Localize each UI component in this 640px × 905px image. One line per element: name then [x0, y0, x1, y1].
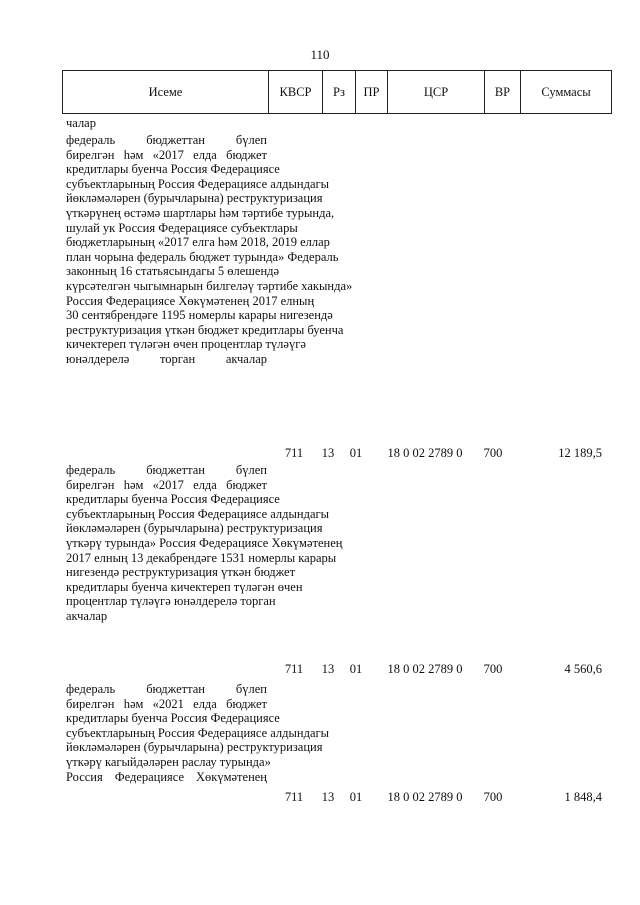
cell-sum: 1 848,4 [564, 790, 602, 804]
header-vr: ВР [484, 71, 520, 113]
cell-rz: 13 [321, 446, 335, 460]
cell-pr: 01 [349, 446, 363, 460]
header-kvsr: КВСР [268, 71, 322, 113]
row-name: федераль бюджеттан бүлеп бирелгән һәм «2017 елда бюджет кредитлары буенча Россия Федерациясе субъектларының Россия Федерациясе алдындагы йөкләмәләрен (бурычларына) реструктуризация үткәрүнең өстәмә шартлары һәм тәртибе турында, шулай ук Россия Федерациясе субъектлары бюджетларының «2017 елга һәм 2018, 2019 еллар план чорына федераль бюджет турында» Федераль законның 16 статьясындагы 5 өлешендә күрсәтелгән чыгымнарын билгеләү тәртибе хакында» Россия Федерациясе Хөкүмәтенең 2017 елның 30 сентябрендәге 1195 номерлы карары нигезендә реструктуризация үткән бюджет кредитлары буенча кичектереп түләгән өчен процентлар түләүгә юнәлдерелә торган акчалар [66, 133, 353, 366]
cell-sum: 12 189,5 [558, 446, 602, 460]
cell-csr: 18 0 02 2789 0 [387, 662, 463, 676]
header-rz: Рз [322, 71, 355, 113]
continuation-text: чалар [66, 116, 96, 130]
cell-kvsr: 711 [284, 662, 304, 676]
header-name: Исеме [148, 84, 183, 99]
cell-kvsr: 711 [284, 790, 304, 804]
cell-vr: 700 [483, 790, 503, 804]
cell-csr: 18 0 02 2789 0 [387, 446, 463, 460]
cell-sum: 4 560,6 [564, 662, 602, 676]
cell-pr: 01 [349, 662, 363, 676]
cell-vr: 700 [483, 446, 503, 460]
cell-csr: 18 0 02 2789 0 [387, 790, 463, 804]
cell-rz: 13 [321, 662, 335, 676]
row-name: федераль бюджеттан бүлеп бирелгән һәм «2017 елда бюджет кредитлары буенча Россия Федерациясе субъектларының Россия Федерациясе алдындагы йөкләмәләрен (бурычларына) реструктуризация үткәрү турында» Россия Федерациясе Хөкүмәтенең 2017 елның 13 декабрендәге 1531 номерлы карары нигезендә реструктуризация үткән бюджет кредитлары буенча кичектереп түләгән өчен процентлар түләүгә юнәлдерелә торган акчалар [66, 463, 343, 623]
row-name: федераль бюджеттан бүлеп бирелгән һәм «2021 елда бюджет кредитлары буенча Россия Федерациясе субъектларының Россия Федерациясе алдындагы йөкләмәләрен (бурычларына) реструктуризация үткәрү кагыйдәләрен раслау турында» Россия Федерациясе Хөкүмәтенең [66, 682, 330, 784]
cell-vr: 700 [483, 662, 503, 676]
page-number: 110 [310, 47, 330, 62]
header-sum: Суммасы [520, 71, 611, 113]
cell-rz: 13 [321, 790, 335, 804]
cell-kvsr: 711 [284, 446, 304, 460]
header-csr: ЦСР [387, 71, 484, 113]
header-pr: ПР [355, 71, 387, 113]
cell-pr: 01 [349, 790, 363, 804]
